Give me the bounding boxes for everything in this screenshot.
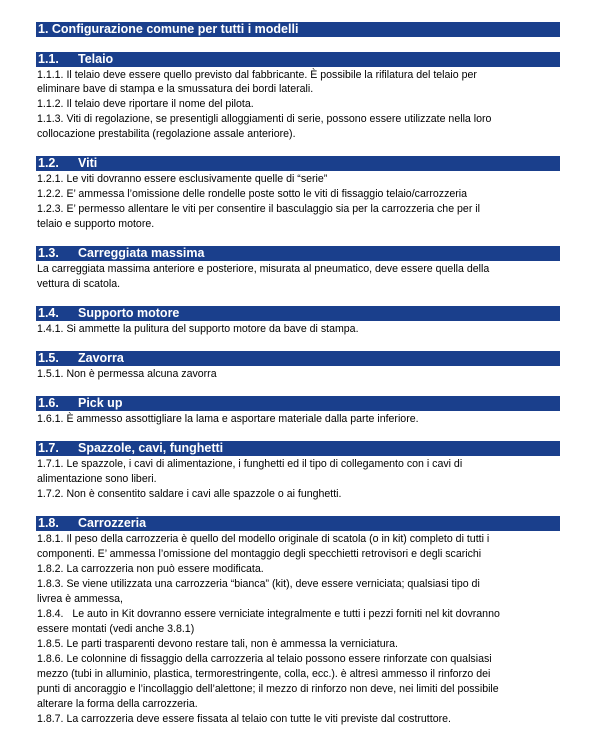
section-heading-spazzole	[36, 441, 560, 456]
paragraph-line: 1.2.2. E’ ammessa l’omissione delle rondelle poste sotto le viti di fissaggio telaio/carrozzeria	[37, 188, 468, 200]
paragraph-line: 1.8.4. Le auto in Kit dovranno essere verniciate integralmente e tutti i pezzi forniti nel kit dovranno	[37, 608, 500, 620]
section-heading-pick-up	[36, 396, 560, 411]
section-number: 1.8.	[38, 516, 59, 530]
section-heading-carreggiata	[36, 246, 560, 261]
section-number: 1.5.	[38, 351, 59, 365]
paragraph-line: essere montati (vedi anche 3.8.1)	[37, 623, 195, 635]
section-title: Viti	[78, 156, 98, 170]
section-heading-telaio	[36, 52, 560, 67]
section-heading-carrozzeria	[36, 516, 560, 531]
paragraph-line: La carreggiata massima anteriore e posteriore, misurata al pneumatico, deve essere quella della	[37, 263, 490, 275]
paragraph-line: 1.1.3. Viti di regolazione, se presentigli alloggiamenti di serie, possono essere utilizzate nella loro	[37, 113, 492, 125]
paragraph-line: livrea è ammessa,	[37, 593, 123, 605]
main-title: 1. Configurazione comune per tutti i modelli	[36, 22, 560, 37]
section-title: Spazzole, cavi, funghetti	[78, 441, 224, 455]
paragraph-line: mezzo (tubi in alluminio, plastica, termorestringente, colla, ecc.). è altresì ammesso il rinforzo dei	[37, 668, 491, 680]
section-number: 1.2.	[38, 156, 59, 170]
paragraph-line: alimentazione sono liberi.	[37, 473, 157, 485]
section-title: Telaio	[78, 52, 114, 66]
paragraph-line: 1.6.1. È ammesso assottigliare la lama e asportare materiale dalla parte inferiore.	[37, 413, 419, 425]
paragraph-line: 1.8.6. Le colonnine di fissaggio della carrozzeria al telaio possono essere rinforzate con qualsiasi	[37, 653, 492, 665]
section-title: Zavorra	[78, 351, 124, 365]
paragraph-line: 1.7.1. Le spazzole, i cavi di alimentazione, i funghetti ed il tipo di collegamento con i cavi di	[37, 458, 463, 470]
paragraph-line: vettura di scatola.	[37, 278, 121, 290]
paragraph-line: punti di ancoraggio e l’incollaggio dell’alettone; il mezzo di rinforzo non deve, nei limiti del possibile	[37, 683, 499, 695]
section-number: 1.4.	[38, 306, 59, 320]
paragraph-line: 1.8.2. La carrozzeria non può essere modificata.	[37, 563, 264, 575]
paragraph-line: 1.1.1. Il telaio deve essere quello previsto dal fabbricante. È possibile la rifilatura del telaio per	[37, 69, 477, 81]
paragraph-line: 1.8.1. Il peso della carrozzeria è quello del modello originale di scatola (o in kit) completo di tutti i	[37, 533, 490, 545]
paragraph-line: 1.2.3. E’ permesso allentare le viti per consentire il basculaggio sia per la carrozzeria che per il	[37, 203, 480, 215]
section-number: 1.3.	[38, 246, 59, 260]
section-heading-supporto-motore	[36, 306, 560, 321]
section-heading-zavorra	[36, 351, 560, 366]
section-title: Carreggiata massima	[78, 246, 205, 260]
paragraph-line: 1.5.1. Non è permessa alcuna zavorra	[37, 368, 217, 380]
paragraph-line: 1.2.1. Le viti dovranno essere esclusivamente quelle di “serie”	[37, 173, 328, 185]
section-title: Carrozzeria	[78, 516, 147, 530]
paragraph-line: componenti. E’ ammessa l’omissione del montaggio degli specchietti retrovisori e degli scarichi	[37, 548, 482, 560]
section-number: 1.7.	[38, 441, 59, 455]
section-number: 1.6.	[38, 396, 59, 410]
section-title: Pick up	[78, 396, 123, 410]
paragraph-line: 1.4.1. Si ammette la pulitura del supporto motore da bave di stampa.	[37, 323, 359, 335]
paragraph-line: 1.8.3. Se viene utilizzata una carrozzeria “bianca” (kit), deve essere verniciata; qualsiasi tipo di	[37, 578, 480, 590]
paragraph-line: 1.8.5. Le parti trasparenti devono restare tali, non è ammessa la verniciatura.	[37, 638, 398, 650]
paragraph-line: 1.1.2. Il telaio deve riportare il nome del pilota.	[37, 98, 254, 110]
paragraph-line: 1.7.2. Non è consentito saldare i cavi alle spazzole o ai funghetti.	[37, 488, 342, 500]
section-title: Supporto motore	[78, 306, 180, 320]
paragraph-line: alterare la forma della carrozzeria.	[37, 698, 198, 710]
paragraph-line: collocazione prestabilita (regolazione assale anteriore).	[37, 128, 296, 140]
paragraph-line: eliminare bave di stampa e la smussatura dei bordi laterali.	[37, 83, 314, 95]
section-number: 1.1.	[38, 52, 59, 66]
paragraph-line: 1.8.7. La carrozzeria deve essere fissata al telaio con tutte le viti previste dal costruttore.	[37, 713, 451, 725]
paragraph-line: telaio e supporto motore.	[37, 218, 155, 230]
section-heading-viti	[36, 156, 560, 171]
